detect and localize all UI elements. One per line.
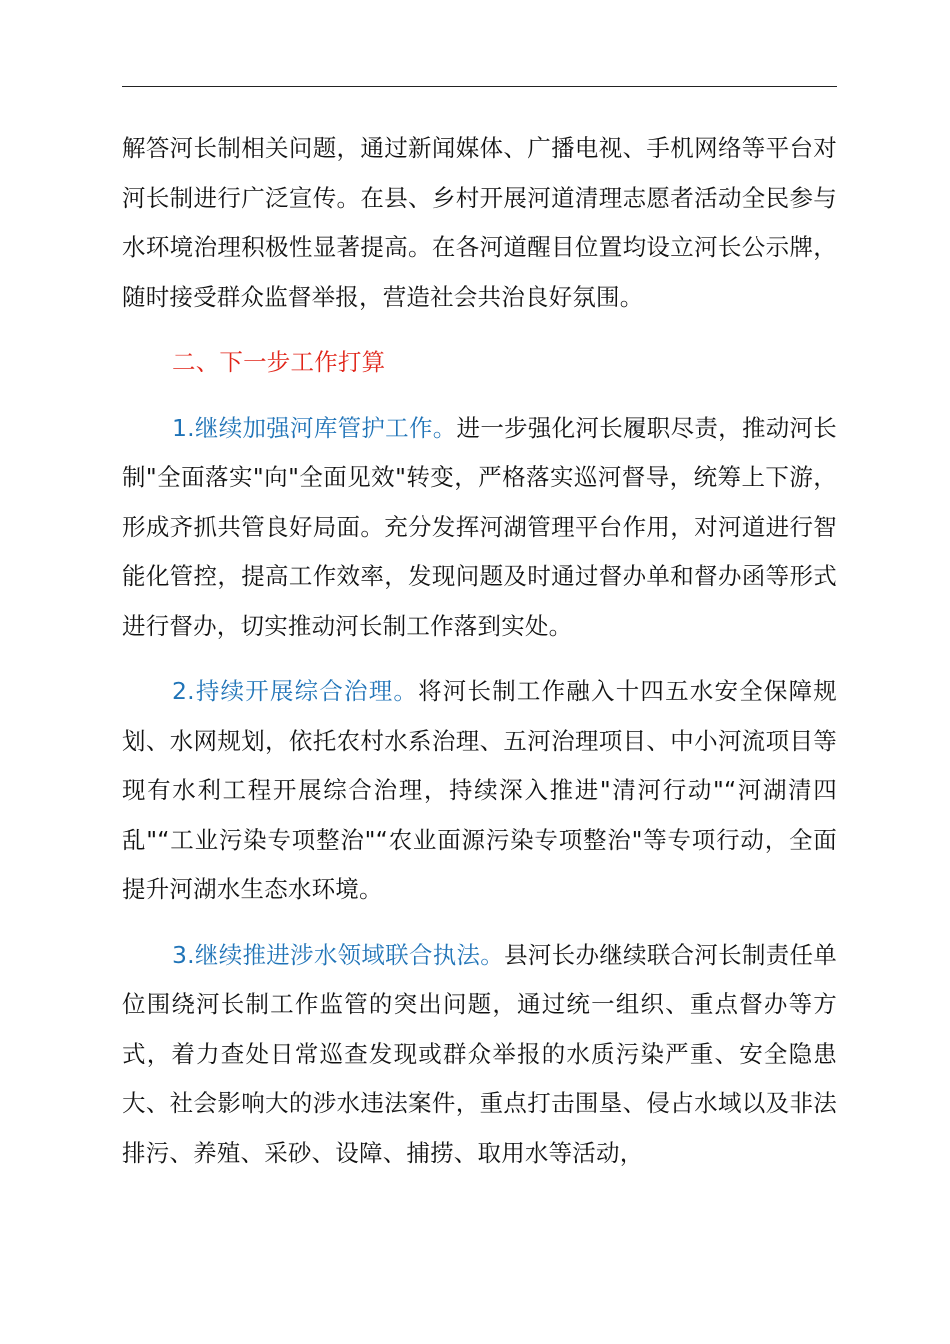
work-item-2-title: 2.持续开展综合治理。 (172, 677, 419, 705)
paragraph-text: 解答河长制相关问题，通过新闻媒体、广播电视、手机网络等平台对河长制进行广泛宣传。在县、乡村开展河道清理志愿者活动全民参与水环境治理积极性显著提高。在各河道醒目位置均设立河长公示牌，随时接受群众监督举报，营造社会共治良好氛围。 (122, 134, 837, 311)
work-item-3-title: 3.继续推进涉水领域联合执法。 (172, 940, 505, 969)
work-item-1-title: 1.继续加强河库管护工作。 (172, 413, 457, 442)
work-item-2 (122, 667, 837, 915)
work-item-1 (122, 404, 837, 652)
work-item-3-body: 县河长办继续联合河长制责任单位围绕河长制工作监管的突出问题，通过统一组织、重点督办等方式，着力查处日常巡查发现或群众举报的水质污染严重、安全隐患大、社会影响大的涉水违法案件，重点打击围垦、侵占水域以及非法排污、养殖、采砂、设障、捕捞、取用水等活动， (122, 940, 837, 1167)
work-item-1-body: 进一步强化河长履职尽责，推动河长制"全面落实"向"全面见效"转变，严格落实巡河督导，统筹上下游，形成齐抓共管良好局面。充分发挥河湖管理平台作用，对河道进行智能化管控，提高工作效率，发现问题及时通过督办单和督办函等形式进行督办，切实推动河长制工作落到实处。 (122, 413, 837, 640)
work-item-2-body: 将河长制工作融入十四五水安全保障规划、水网规划，依托农村水系治理、五河治理项目、中小河流项目等现有水利工程开展综合治理，持续深入推进"清河行动"“河湖清四乱"“工业污染专项整治"“农业面源污染专项整治"等专项行动，全面提升河湖水生态水环境。 (122, 677, 837, 903)
document-body (122, 124, 837, 1178)
section-heading-next-steps (122, 338, 837, 388)
paragraph-continuation (122, 124, 837, 322)
section-heading-text: 二、下一步工作打算 (172, 348, 386, 376)
work-item-3 (122, 931, 837, 1179)
header-rule (122, 86, 837, 87)
